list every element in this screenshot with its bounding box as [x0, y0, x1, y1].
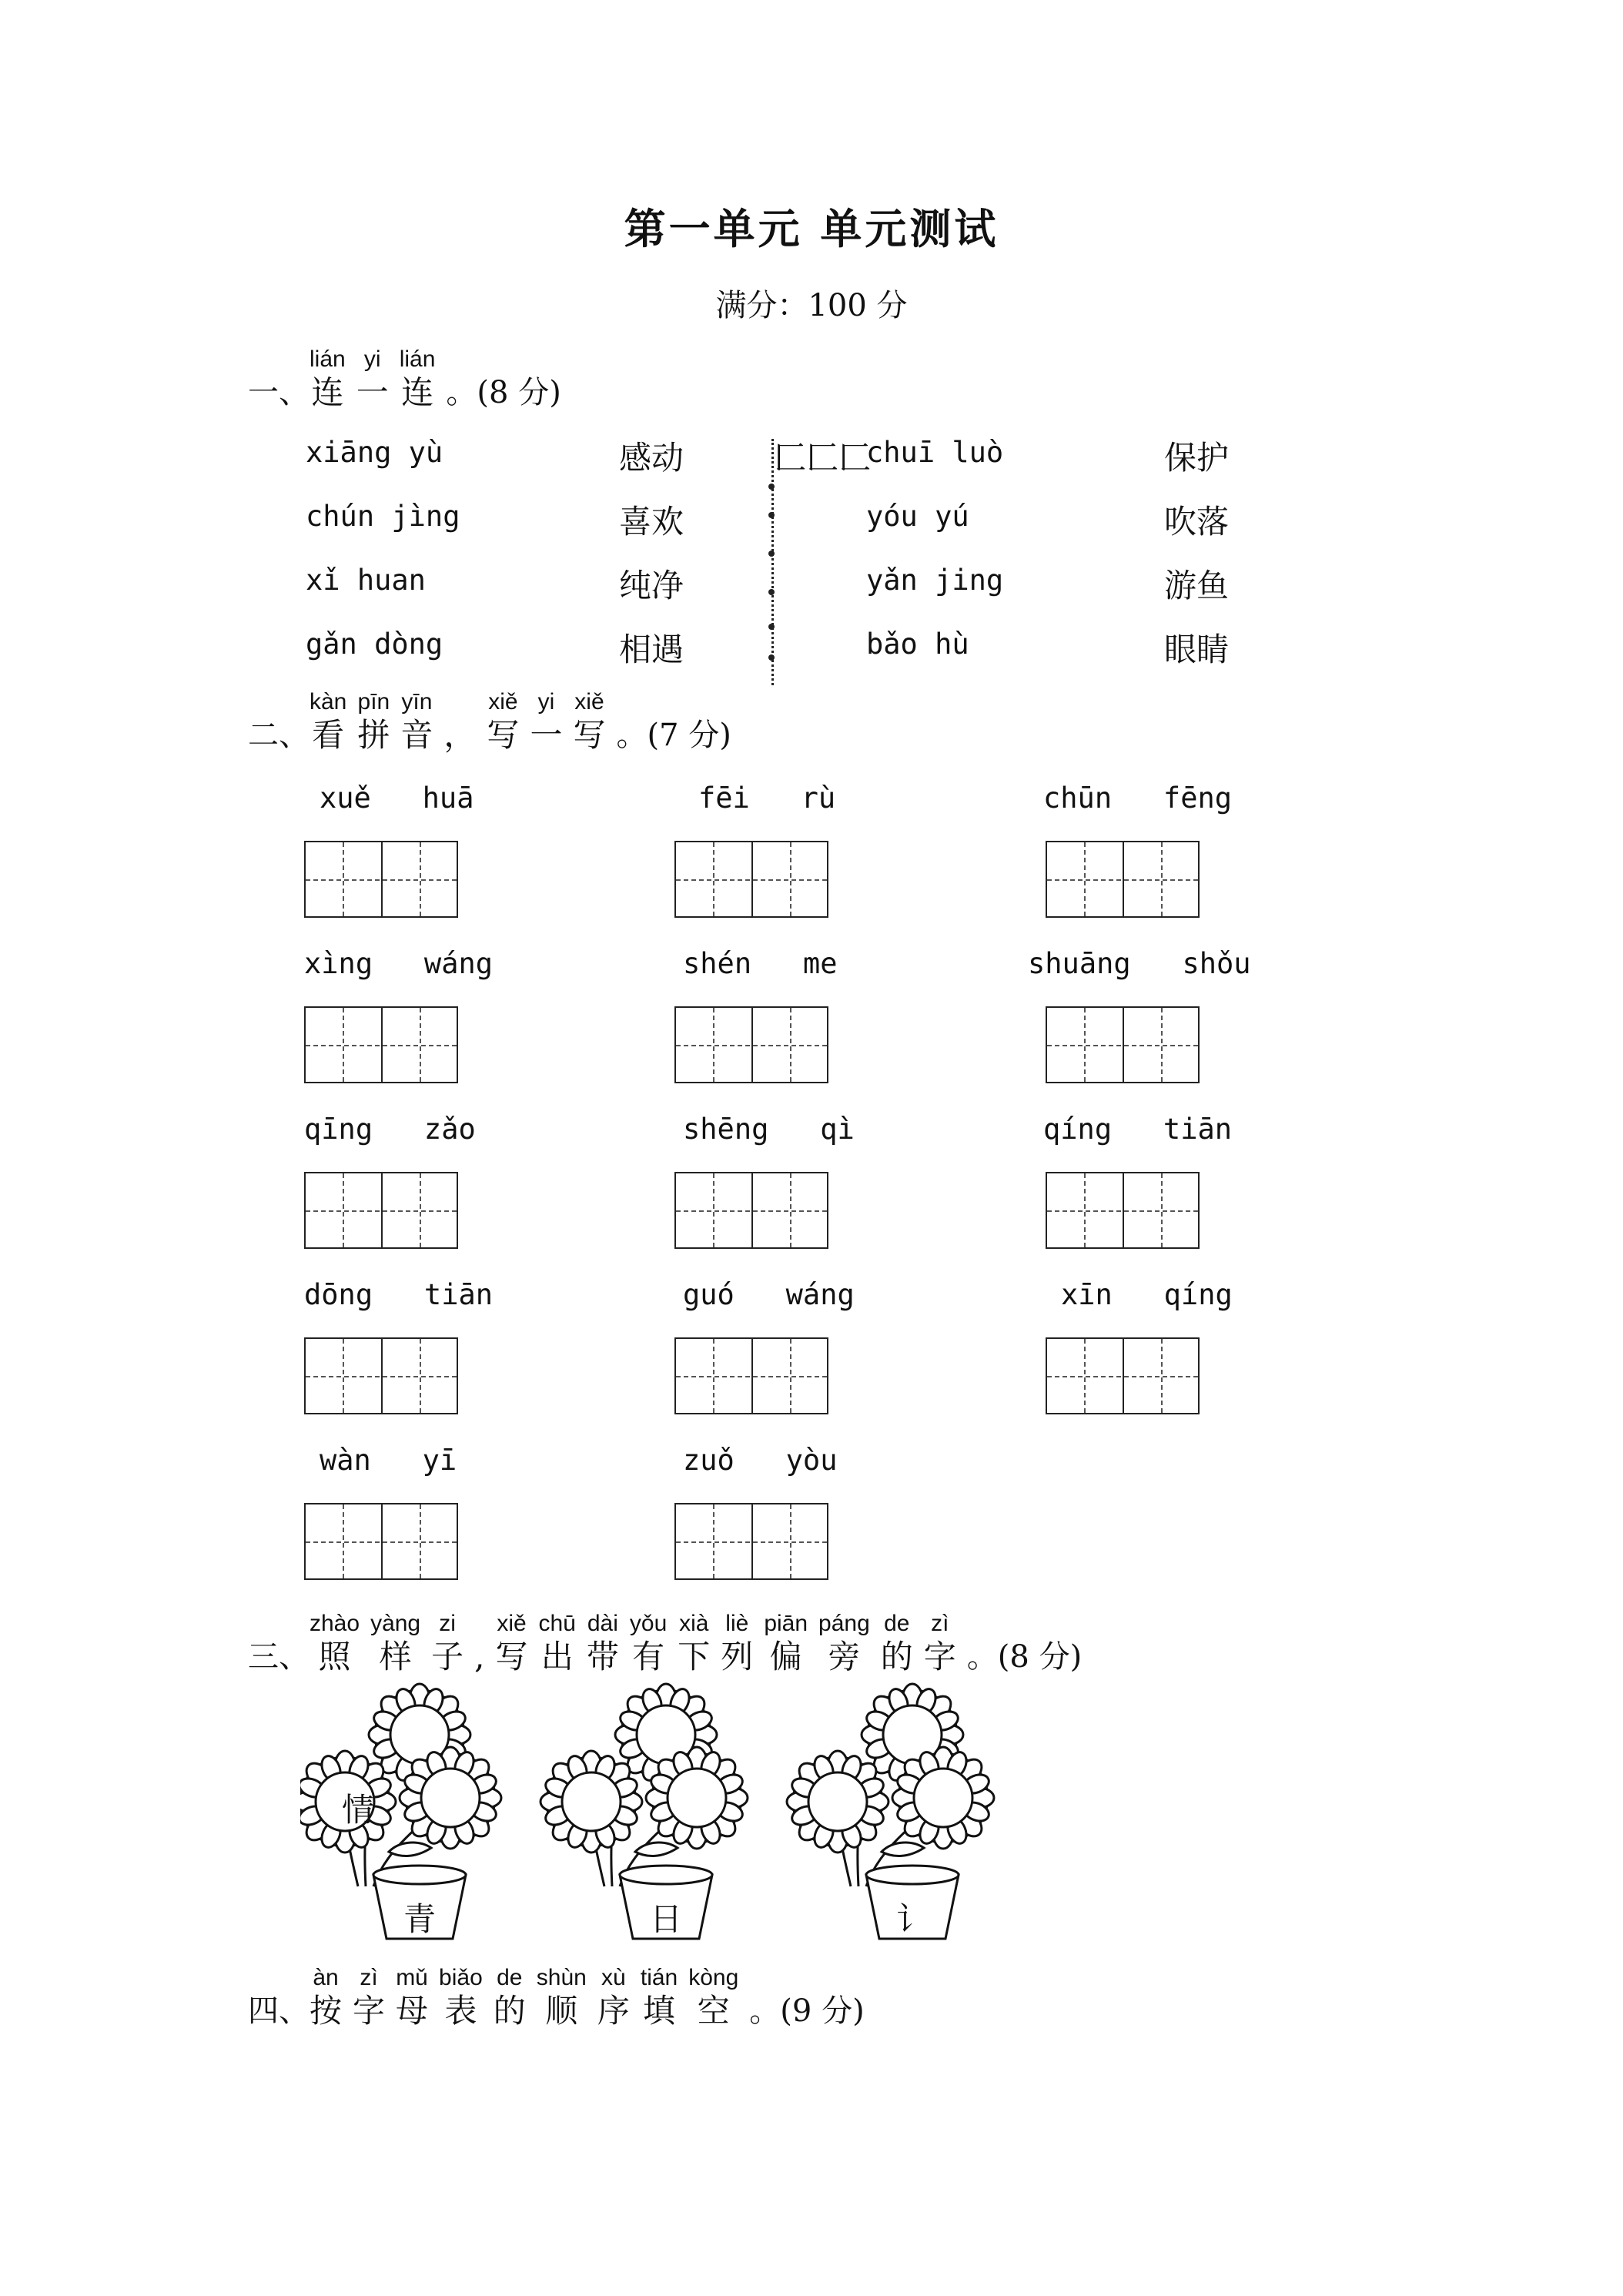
section3-number: 三、 — [248, 1639, 310, 1675]
match-left-word[interactable]: 相遇 — [619, 631, 684, 668]
writing-grid[interactable] — [674, 1006, 828, 1083]
ruby-char: xiě 写 — [495, 1611, 528, 1675]
page-title: 第一单元 单元测试 — [624, 204, 999, 253]
pot-radical: 日 — [649, 1900, 682, 1938]
ruby-char: xiě 写 — [487, 689, 520, 754]
ruby-char: pīn 拼 — [357, 689, 390, 754]
ruby-char: àn 按 — [310, 1965, 343, 2030]
match-left-pinyin[interactable]: xǐ huan — [306, 564, 426, 597]
section4-points: 。(9 分) — [749, 1993, 865, 2029]
divider-dot — [768, 654, 775, 661]
full-score: 满分：100 分 — [715, 288, 908, 323]
writing-grid[interactable] — [304, 841, 458, 918]
writing-grid[interactable] — [674, 841, 828, 918]
section3-heading — [248, 1611, 1082, 1677]
ruby-char: yi 一 — [356, 346, 389, 411]
write-pinyin: shén me — [683, 947, 838, 980]
ruby-char: xià 下 — [678, 1611, 711, 1675]
match-right-word[interactable]: 游鱼 — [1164, 567, 1230, 604]
divider-dot — [768, 589, 775, 595]
write-pinyin: chūn fēng — [1043, 782, 1233, 815]
match-right-pinyin[interactable]: yǎn jing — [866, 564, 1004, 597]
match-right-pinyin[interactable]: chuī luò — [866, 436, 1004, 469]
section2-number: 二、 — [248, 718, 310, 753]
match-right-pinyin[interactable]: bǎo hù — [866, 628, 969, 661]
write-pinyin: xuě huā — [320, 782, 474, 815]
write-pinyin: xīn qíng — [1061, 1278, 1233, 1311]
ruby-char: zì 字 — [353, 1965, 386, 2030]
match-right-pinyin[interactable]: yóu yú — [866, 500, 969, 533]
section3-points: 。(8 分) — [966, 1639, 1083, 1675]
writing-grid[interactable] — [304, 1172, 458, 1249]
writing-grid[interactable] — [304, 1006, 458, 1083]
match-left-word[interactable]: 感动 — [619, 439, 684, 477]
ruby-char: lián 连 — [310, 346, 346, 411]
match-right-word[interactable]: 保护 — [1164, 439, 1230, 477]
writing-grid[interactable] — [674, 1337, 828, 1414]
writing-grid[interactable] — [304, 1337, 458, 1414]
match-left-word[interactable]: 纯净 — [619, 567, 684, 604]
divider-dot — [768, 551, 775, 557]
ruby-char: , — [474, 1638, 485, 1675]
match-right-word[interactable]: 眼睛 — [1164, 631, 1230, 668]
ruby-char: lián 连 — [399, 346, 436, 411]
section2-heading — [248, 689, 731, 755]
ruby-char: biǎo 表 — [439, 1965, 483, 2030]
ruby-char: de 的 — [880, 1611, 913, 1675]
write-pinyin: wàn yī — [320, 1444, 457, 1477]
write-pinyin: zuǒ yòu — [683, 1444, 838, 1477]
ruby-char: yīn 音 — [400, 689, 433, 754]
match-left-pinyin[interactable]: gǎn dòng — [306, 628, 443, 661]
ruby-char: yǒu 有 — [629, 1611, 668, 1675]
match-left-word[interactable]: 喜欢 — [619, 503, 684, 541]
ruby-char: kòng 空 — [688, 1965, 739, 2030]
writing-grid[interactable] — [1046, 1337, 1200, 1414]
ruby-char: shùn 顺 — [536, 1965, 587, 2030]
match-right-word[interactable]: 吹落 — [1164, 503, 1230, 541]
divider-dot — [768, 512, 775, 518]
glitch-glyphs: 匚匚匚 — [774, 439, 872, 477]
ruby-char: kàn 看 — [310, 689, 347, 754]
section2-points: 。(7 分) — [616, 718, 731, 753]
writing-grid[interactable] — [674, 1172, 828, 1249]
ruby-char: ， — [443, 716, 477, 754]
write-pinyin: shuāng shǒu — [1028, 947, 1251, 980]
writing-grid[interactable] — [1046, 841, 1200, 918]
ruby-char: zì 字 — [923, 1611, 956, 1675]
section4-heading — [248, 1965, 865, 2031]
ruby-char: chū 出 — [538, 1611, 576, 1675]
ruby-char: yi 一 — [530, 689, 563, 754]
ruby-char: piān 偏 — [764, 1611, 808, 1675]
writing-grid[interactable] — [304, 1503, 458, 1580]
write-pinyin: fēi rù — [698, 782, 836, 815]
ruby-char: dài 带 — [586, 1611, 619, 1675]
writing-grid[interactable] — [674, 1503, 828, 1580]
divider-dot — [768, 484, 775, 490]
pot-radical: 讠 — [895, 1900, 929, 1938]
ruby-char: de 的 — [493, 1965, 526, 2030]
write-pinyin: guó wáng — [683, 1278, 855, 1311]
ruby-char: mǔ 母 — [396, 1965, 429, 2030]
write-pinyin: xìng wáng — [304, 947, 494, 980]
section1-number: 一、 — [248, 375, 310, 410]
section1-heading — [248, 346, 561, 413]
divider-dot — [768, 624, 775, 630]
example-answer-char: 情 — [341, 1791, 374, 1829]
ruby-char: zi 子 — [431, 1611, 464, 1675]
write-pinyin: dōng tiān — [304, 1278, 494, 1311]
ruby-char: tián 填 — [640, 1965, 678, 2030]
ruby-char: xiě 写 — [573, 689, 606, 754]
writing-grid[interactable] — [1046, 1006, 1200, 1083]
section4-number: 四、 — [248, 1993, 310, 2029]
section1-points: 。(8 分) — [446, 375, 561, 410]
ruby-char: yàng 样 — [370, 1611, 421, 1675]
writing-grid[interactable] — [1046, 1172, 1200, 1249]
ruby-char: páng 旁 — [818, 1611, 870, 1675]
write-pinyin: qíng tiān — [1043, 1113, 1233, 1146]
pot-radical: 青 — [403, 1900, 436, 1938]
match-left-pinyin[interactable]: xiāng yù — [306, 436, 443, 469]
write-pinyin: qīng zǎo — [304, 1113, 476, 1146]
ruby-char: zhào 照 — [310, 1611, 360, 1675]
ruby-char: liè 列 — [721, 1611, 754, 1675]
match-left-pinyin[interactable]: chún jìng — [306, 500, 460, 533]
ruby-char: xù 序 — [597, 1965, 630, 2030]
write-pinyin: shēng qì — [683, 1113, 855, 1146]
